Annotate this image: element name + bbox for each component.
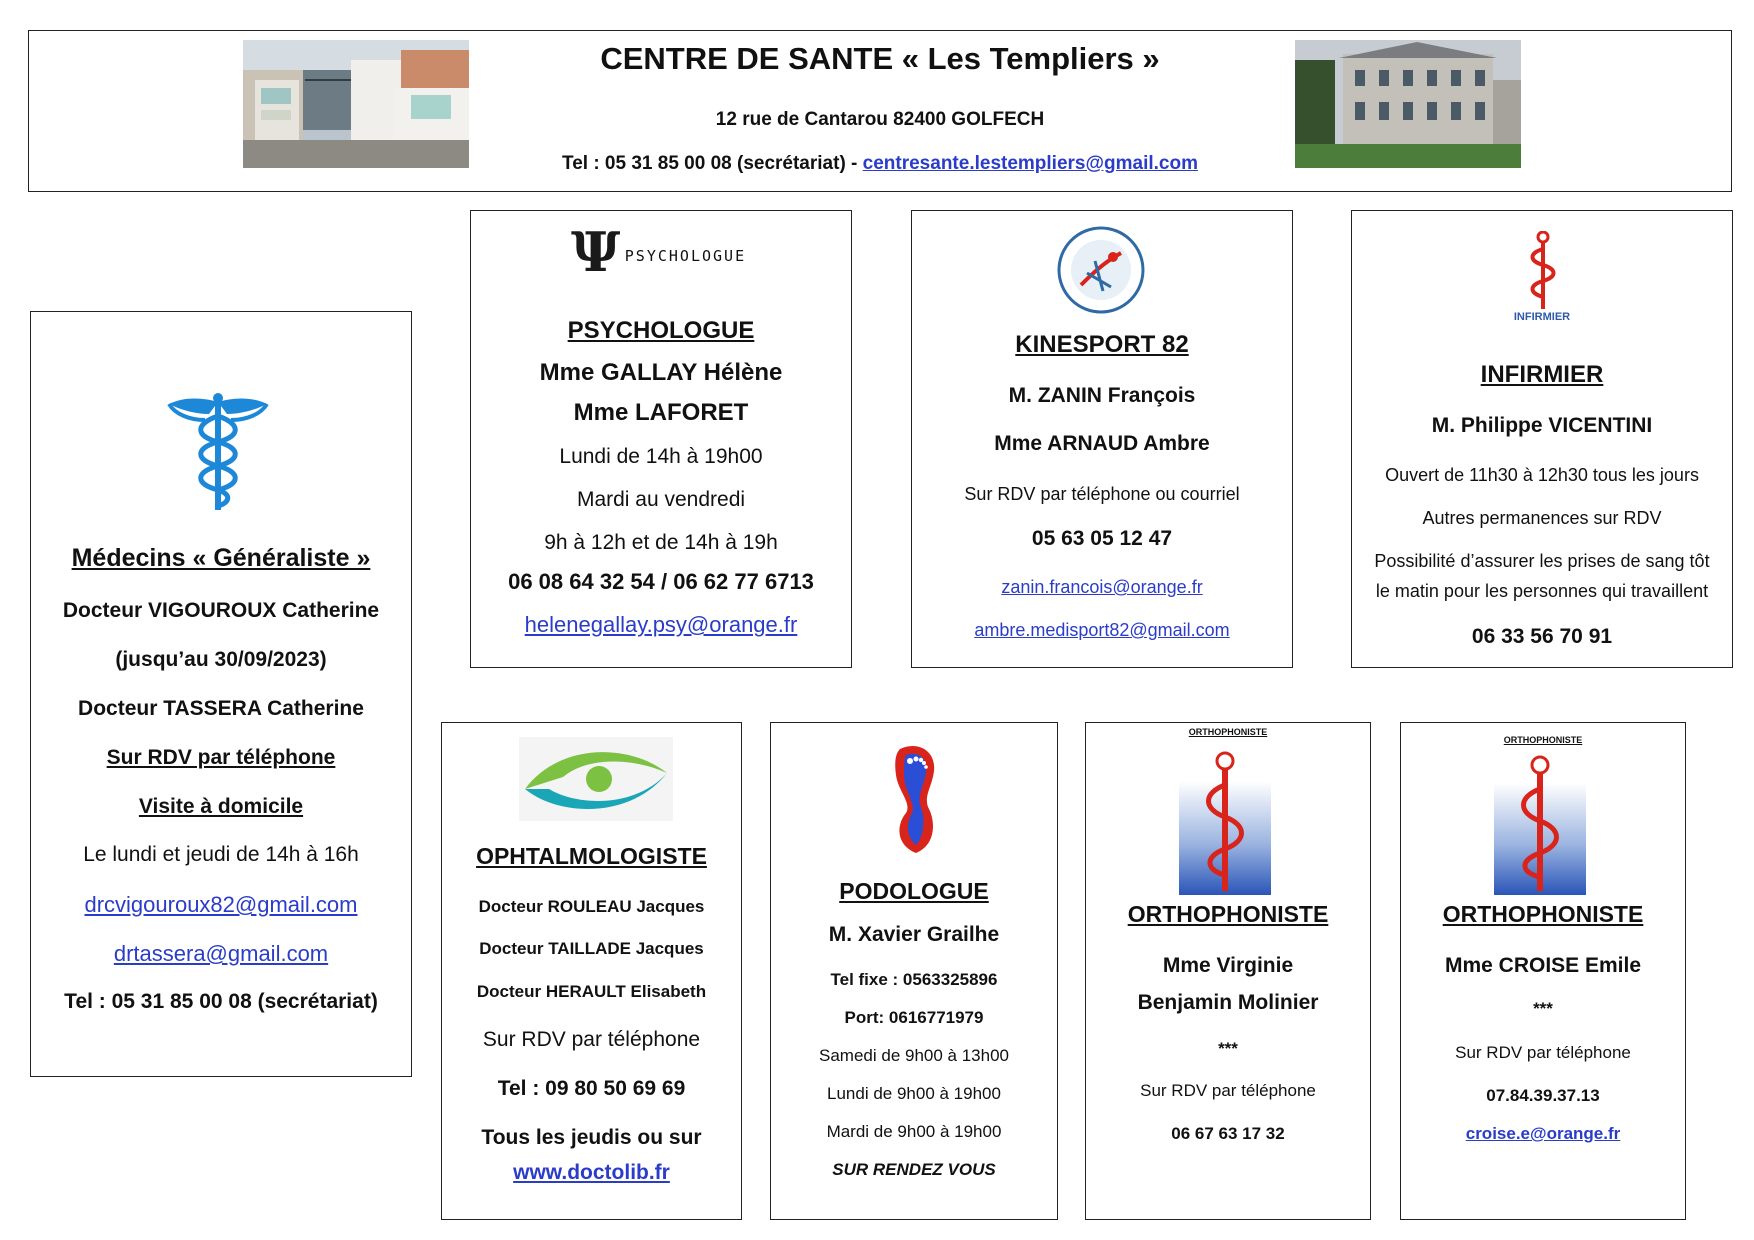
ortho2-title: ORTHOPHONISTE	[1442, 901, 1644, 927]
center-address: 12 rue de Cantarou 82400 GOLFECH	[715, 109, 1045, 130]
ophtalmo-doc3: Docteur HERAULT Elisabeth	[476, 982, 707, 1001]
infirmier-hours2: Autres permanences sur RDV	[1422, 508, 1662, 528]
kinesport-email2-link[interactable]: ambre.medisport82@gmail.com	[974, 620, 1230, 640]
ortho1-logo-text: ORTHOPHONISTE	[1188, 727, 1268, 737]
center-email-link[interactable]: centresante.lestempliers@gmail.com	[862, 153, 1198, 174]
infirmier-logo-text: INFIRMIER	[1513, 311, 1571, 323]
psychologue-name2: Mme LAFORET	[573, 399, 749, 426]
infirmier-title: INFIRMIER	[1480, 361, 1604, 388]
ortho1-name1: Mme Virginie	[1162, 954, 1294, 977]
ortho1-stars: ***	[1218, 1039, 1238, 1058]
ophtalmo-card	[441, 722, 742, 1220]
ortho1-card	[1085, 722, 1371, 1220]
medecins-hours: Le lundi et jeudi de 14h à 16h	[83, 843, 359, 866]
infirmier-card	[1351, 210, 1733, 668]
podologue-name: M. Xavier Grailhe	[828, 923, 1000, 946]
ortho2-name: Mme CROISE Emile	[1444, 954, 1642, 977]
psi-icon: Ψ	[571, 220, 621, 284]
kinesport-title: KINESPORT 82	[1015, 331, 1189, 358]
ortho1-caduceus-icon	[1179, 741, 1271, 895]
ortho2-card	[1400, 722, 1686, 1220]
medecins-rdv: Sur RDV par téléphone	[106, 746, 336, 769]
podologue-title: PODOLOGUE	[839, 878, 989, 904]
podologue-card	[770, 722, 1058, 1220]
ophtalmo-tel: Tel : 09 80 50 69 69	[497, 1077, 686, 1100]
medecins-tel: Tel : 05 31 85 00 08 (secrétariat)	[64, 990, 378, 1013]
podologue-hours2: Lundi de 9h00 à 19h00	[827, 1084, 1001, 1103]
podologue-tel-fixe: Tel fixe : 0563325896	[830, 970, 998, 989]
ophtalmo-title: OPHTALMOLOGISTE	[476, 843, 707, 869]
psychologue-phones: 06 08 64 32 54 / 06 62 77 6713	[508, 569, 814, 594]
doctolib-link[interactable]: www.doctolib.fr	[513, 1161, 670, 1184]
kinesport-card	[911, 210, 1293, 668]
ortho2-logo-text: ORTHOPHONISTE	[1503, 735, 1583, 745]
ortho2-stars: ***	[1533, 999, 1553, 1018]
psychologue-card	[470, 210, 852, 668]
psychologue-email-link[interactable]: helenegallay.psy@orange.fr	[524, 612, 798, 637]
psychologue-hours1: Lundi de 14h à 19h00	[559, 445, 763, 468]
ortho1-title: ORTHOPHONISTE	[1127, 901, 1329, 927]
medecins-card	[30, 311, 412, 1077]
header-box	[28, 30, 1732, 192]
infirmier-phone: 06 33 56 70 91	[1471, 625, 1613, 648]
kinesport-email1-link[interactable]: zanin.francois@orange.fr	[1001, 577, 1203, 597]
psychologue-hours2: Mardi au vendredi	[576, 488, 746, 511]
center-tel: Tel : 05 31 85 00 08 (secrétariat) -	[562, 153, 863, 174]
eye-icon	[519, 737, 673, 821]
psychologue-logo-text: PSYCHOLOGUE	[624, 247, 747, 265]
center-title: CENTRE DE SANTE « Les Templiers »	[600, 41, 1160, 76]
ortho2-email-link[interactable]: croise.e@orange.fr	[1465, 1124, 1621, 1143]
ortho1-phone: 06 67 63 17 32	[1171, 1124, 1285, 1143]
kinesport-rdv: Sur RDV par téléphone ou courriel	[964, 484, 1240, 504]
medecins-doc1: Docteur VIGOUROUX Catherine	[62, 599, 380, 622]
ortho2-caduceus-icon	[1494, 749, 1586, 895]
caduceus-icon	[165, 392, 271, 512]
infirmier-caduceus-icon	[1523, 231, 1563, 309]
ophtalmo-line1: Tous les jeudis ou sur	[481, 1126, 702, 1149]
medecins-email1-link[interactable]: drcvigouroux82@gmail.com	[84, 892, 358, 917]
foot-icon	[890, 741, 942, 857]
kinesport-phone: 05 63 05 12 47	[1031, 527, 1173, 550]
ophtalmo-rdv: Sur RDV par téléphone	[482, 1028, 701, 1051]
kine-logo-icon	[1051, 225, 1151, 315]
kinesport-name1: M. ZANIN François	[1008, 384, 1196, 407]
ortho1-name2: Benjamin Molinier	[1137, 991, 1319, 1014]
infirmier-note1: Possibilité d’assurer les prises de sang tôt	[1374, 551, 1710, 571]
ortho2-rdv: Sur RDV par téléphone	[1455, 1043, 1631, 1062]
medecins-doc2: Docteur TASSERA Catherine	[78, 697, 364, 720]
psychologue-name1: Mme GALLAY Hélène	[539, 359, 783, 386]
podologue-hours1: Samedi de 9h00 à 13h00	[819, 1046, 1009, 1065]
medecins-email2-link[interactable]: drtassera@gmail.com	[113, 941, 329, 966]
ortho1-rdv: Sur RDV par téléphone	[1140, 1081, 1316, 1100]
building-photo	[1295, 40, 1521, 168]
ortho2-phone: 07.84.39.37.13	[1486, 1086, 1600, 1105]
medecins-title: Médecins « Généraliste »	[71, 544, 371, 572]
psychologue-hours3: 9h à 12h et de 14h à 19h	[544, 531, 778, 554]
infirmier-name: M. Philippe VICENTINI	[1431, 414, 1653, 437]
podologue-port: Port: 0616771979	[844, 1008, 984, 1027]
ophtalmo-doc2: Docteur TAILLADE Jacques	[479, 939, 704, 958]
medecins-doc1-note: (jusqu’au 30/09/2023)	[115, 648, 327, 671]
infirmier-hours1: Ouvert de 11h30 à 12h30 tous les jours	[1385, 465, 1699, 485]
ophtalmo-doc1: Docteur ROULEAU Jacques	[478, 897, 705, 916]
psychologue-title: PSYCHOLOGUE	[567, 317, 755, 344]
podologue-hours3: Mardi de 9h00 à 19h00	[826, 1122, 1002, 1141]
infirmier-note2: le matin pour les personnes qui travaillent	[1375, 581, 1709, 601]
podologue-note: SUR RENDEZ VOUS	[832, 1160, 996, 1179]
medecins-visite: Visite à domicile	[138, 795, 304, 818]
kinesport-name2: Mme ARNAUD Ambre	[994, 432, 1210, 455]
psychologue-logo	[571, 220, 747, 284]
